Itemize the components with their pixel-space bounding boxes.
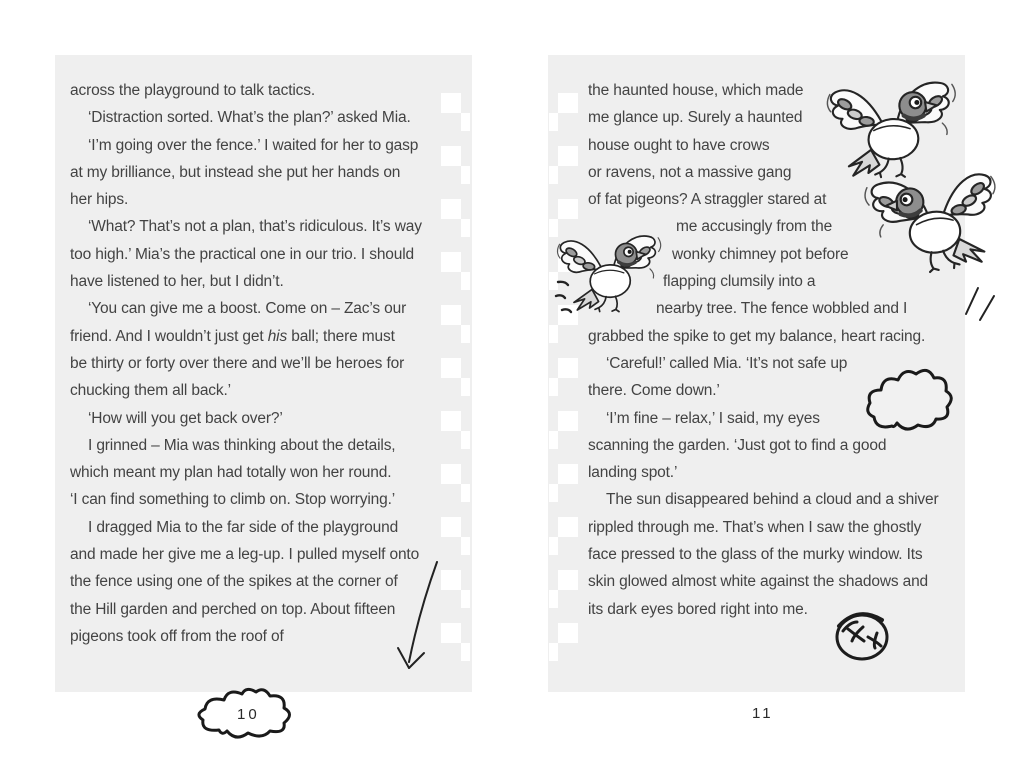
text-line: I dragged Mia to the far side of the playground bbox=[88, 518, 399, 536]
text-line: there. Come down.’ bbox=[588, 382, 720, 400]
text-line: which meant my plan had totally won her round. bbox=[70, 464, 392, 482]
text-line: ‘I’m fine – relax,’ I said, my eyes bbox=[606, 409, 820, 427]
droplet-marks-icon bbox=[552, 276, 582, 318]
text-line: her hips. bbox=[70, 191, 129, 209]
text-line: rippled through me. That’s when I saw the ghostly bbox=[588, 518, 922, 536]
left-page-text bbox=[70, 77, 438, 650]
text-line: house ought to have crows bbox=[588, 136, 770, 154]
text-line: ‘Careful!’ called Mia. ‘It’s not safe up bbox=[606, 354, 848, 372]
page-number: 11 bbox=[752, 705, 774, 722]
text-line: be thirty or forty over there and we’ll be heroes for bbox=[70, 354, 405, 372]
flying-pigeon-icon bbox=[860, 160, 1009, 288]
text-line: its dark eyes bored right into me. bbox=[588, 600, 808, 618]
text-line: have listened to her, but I didn’t. bbox=[70, 273, 284, 291]
motion-lines-icon bbox=[958, 276, 1006, 324]
hand-drawn-arrow-down-icon bbox=[393, 556, 445, 682]
text-line: skin glowed almost white against the shadows and bbox=[588, 573, 929, 591]
notched-edge-decoration bbox=[549, 93, 579, 665]
text-line: across the playground to talk tactics. bbox=[70, 82, 316, 99]
text-line: landing spot.’ bbox=[588, 464, 678, 482]
text-line: or ravens, not a massive gang bbox=[588, 163, 792, 181]
text-line: the haunted house, which made bbox=[588, 82, 804, 99]
text-line: face pressed to the glass of the murky window. Its bbox=[588, 546, 923, 564]
text-line: the fence using one of the spikes at the corner of bbox=[70, 573, 398, 591]
text-line: friend. And I wouldn’t just get his ball; there must bbox=[70, 327, 395, 345]
text-line: me glance up. Surely a haunted bbox=[588, 109, 803, 127]
cloud-doodle-icon bbox=[862, 362, 956, 440]
text-line: me accusingly from the bbox=[676, 218, 833, 236]
text-line: ‘Distraction sorted. What’s the plan?’ asked Mia. bbox=[88, 109, 411, 127]
text-line: of fat pigeons? A straggler stared at bbox=[588, 191, 827, 209]
text-line: chucking them all back.’ bbox=[70, 382, 231, 400]
page-number: 10 bbox=[237, 706, 260, 723]
text-line: too high.’ Mia’s the practical one in our trio. I should bbox=[70, 245, 414, 263]
text-line: scanning the garden. ‘Just got to find a good bbox=[588, 436, 887, 454]
text-line: flapping clumsily into a bbox=[663, 273, 816, 291]
text-line: at my brilliance, but instead she put her hands on bbox=[70, 163, 401, 181]
text-line: ‘I’m going over the fence.’ I waited for her to gasp bbox=[88, 136, 419, 154]
text-line: ‘How will you get back over?’ bbox=[88, 409, 283, 427]
text-line: pigeons took off from the roof of bbox=[70, 627, 284, 645]
text-line: ‘I can find something to climb on. Stop worrying.’ bbox=[70, 491, 396, 509]
text-line: nearby tree. The fence wobbled and I bbox=[656, 300, 908, 318]
text-line: ‘You can give me a boost. Come on – Zac’s our bbox=[88, 300, 407, 318]
text-line: The sun disappeared behind a cloud and a shiver bbox=[606, 491, 939, 509]
text-line: and made her give me a leg-up. I pulled myself onto bbox=[70, 546, 420, 564]
text-line: ‘What? That’s not a plan, that’s ridiculous. It’s way bbox=[88, 218, 422, 236]
text-line: the Hill garden and perched on top. About fifteen bbox=[70, 600, 396, 618]
ghost-face-doodle-icon bbox=[830, 602, 894, 666]
text-line: wonky chimney pot before bbox=[672, 245, 849, 263]
text-line: grabbed the spike to get my balance, heart racing. bbox=[588, 327, 926, 345]
notched-edge-decoration bbox=[441, 93, 471, 665]
text-line: I grinned – Mia was thinking about the details, bbox=[88, 436, 396, 454]
